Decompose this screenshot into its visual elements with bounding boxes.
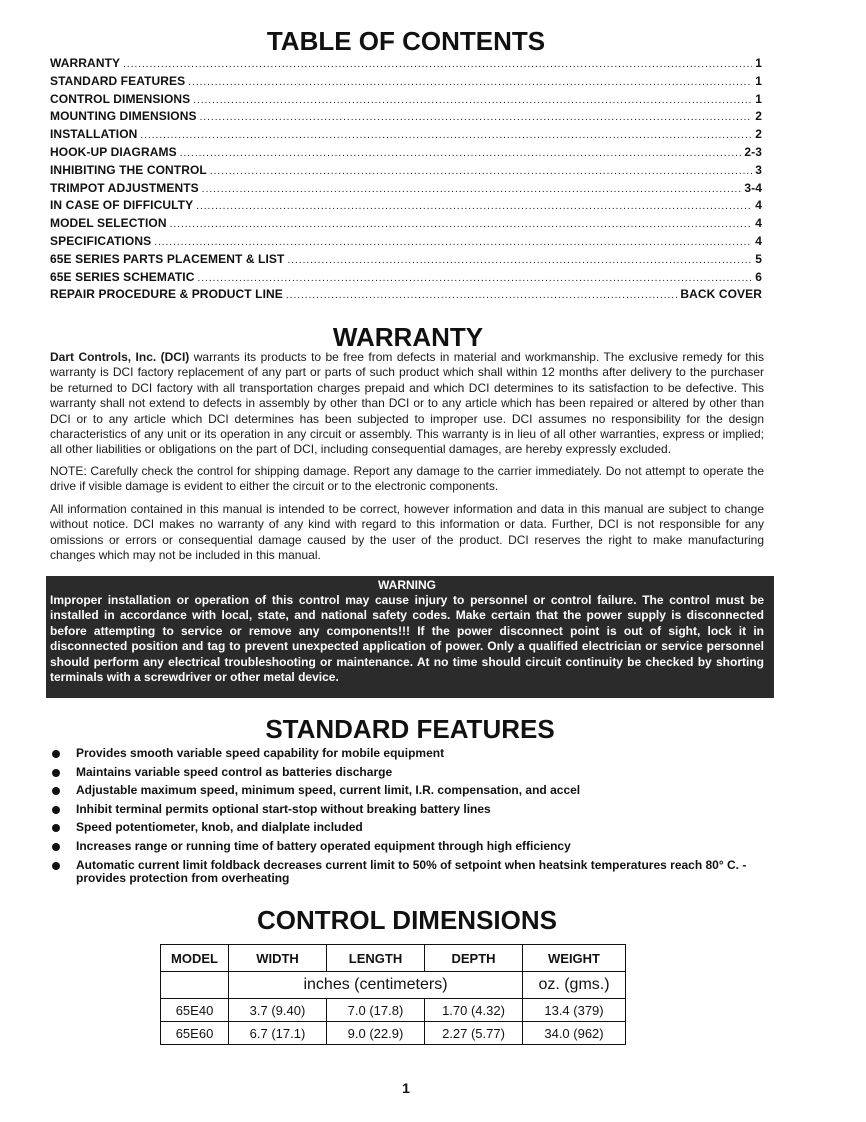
toc-entry-label: IN CASE OF DIFFICULTY — [50, 198, 194, 213]
toc-entry — [50, 127, 762, 145]
toc-entry-page: 4 — [755, 198, 762, 213]
feature-text: Speed potentiometer, knob, and dialplate included — [76, 820, 363, 835]
toc-dot-leader — [140, 130, 752, 141]
cell-model: 65E60 — [161, 1022, 229, 1045]
toc-entry — [50, 145, 762, 163]
feature-text: Inhibit terminal permits optional start-stop without breaking battery lines — [76, 801, 491, 816]
table-row — [161, 999, 626, 1022]
toc-entry — [50, 234, 762, 252]
feature-item — [50, 803, 762, 817]
toc-entry-label: INSTALLATION — [50, 127, 138, 142]
toc-entry — [50, 252, 762, 270]
toc-entry — [50, 56, 762, 74]
column-header-weight: WEIGHT — [523, 945, 626, 972]
bullet-icon — [52, 806, 60, 814]
toc-entry — [50, 92, 762, 110]
toc-dot-leader — [123, 59, 752, 70]
toc-entry-label: INHIBITING THE CONTROL — [50, 162, 207, 177]
toc-entry — [50, 198, 762, 216]
feature-item — [50, 784, 762, 798]
toc-entry-label: 65E SERIES SCHEMATIC — [50, 269, 195, 284]
feature-item — [50, 840, 762, 854]
toc-entry-page: 2 — [755, 109, 762, 124]
cell-length: 9.0 (22.9) — [327, 1022, 425, 1045]
cell-length: 7.0 (17.8) — [327, 999, 425, 1022]
cell-weight: 34.0 (962) — [523, 1022, 626, 1045]
warning-text: Improper installation or operation of this control may cause injury to personnel or control failure. The control must be installed in accordance with local, state, and national safety codes. Make certain that the power supply is disconnected before attempting to service or remove any components!!! If the power disconnect point is out of sight, lock it in disconnected position and tag to prevent unexpected application of power. Only a qualified electrician or service personnel should perform any electrical troubleshooting or maintenance. At no time should circuit continuity be checked by shorting terminals with a screwdriver or other metal device. — [50, 593, 764, 685]
toc-entry-page: BACK COVER — [680, 287, 762, 302]
feature-text: Adjustable maximum speed, minimum speed, current limit, I.R. compensation, and accel — [76, 783, 581, 798]
bullet-icon — [52, 862, 60, 870]
toc-dot-leader — [188, 77, 752, 88]
toc-entry-label: STANDARD FEATURES — [50, 73, 186, 88]
disclaimer-paragraph: All information contained in this manual is intended to be correct, however information and data in this manual are subject to change without notice. DCI makes no warranty of any kind with regard to this information or data. Further, DCI is not responsible for any omissions or errors or consequential damage caused by the user of the product. DCI reserves the right to make manufacturing changes which may not be included in this manual. — [50, 502, 764, 563]
toc-entry — [50, 181, 762, 199]
toc-dot-leader — [202, 184, 742, 195]
toc-dot-leader — [180, 148, 742, 159]
toc-entry-page: 2-3 — [744, 144, 762, 159]
warranty-title: WARRANTY — [332, 322, 484, 352]
warranty-paragraph — [50, 350, 764, 458]
toc-entry — [50, 163, 762, 181]
column-header-depth: DEPTH — [425, 945, 523, 972]
toc-dot-leader — [170, 219, 753, 230]
features-title: STANDARD FEATURES — [265, 714, 555, 744]
toc-entry-page: 2 — [755, 127, 762, 142]
feature-text: Increases range or running time of battery operated equipment through high efficiency — [76, 838, 571, 853]
toc-dot-leader — [154, 237, 752, 248]
toc-entry-label: 65E SERIES PARTS PLACEMENT & LIST — [50, 251, 285, 266]
toc-dot-leader — [197, 273, 752, 284]
column-header-model: MODEL — [161, 945, 229, 972]
toc-entry-page: 1 — [755, 56, 762, 70]
feature-text: Maintains variable speed control as batteries discharge — [76, 764, 393, 779]
table-header-row — [161, 945, 626, 972]
column-header-width: WIDTH — [229, 945, 327, 972]
toc-entry — [50, 216, 762, 234]
toc-entry-page: 4 — [755, 233, 762, 248]
toc-entry-label: SPECIFICATIONS — [50, 233, 152, 248]
feature-text: Automatic current limit foldback decreases current limit to 50% of setpoint when heatsink temperatures reach 80° C. - provides protection from overheating — [76, 857, 747, 886]
toc-entry-page: 3-4 — [744, 180, 762, 195]
page-number: 1 — [402, 1080, 410, 1096]
toc-entry-page: 3 — [755, 162, 762, 177]
units-blank-cell — [161, 972, 229, 999]
company-name: Dart Controls, Inc. (DCI) — [50, 350, 190, 364]
dimensions-table — [160, 944, 626, 1045]
warranty-text: warrants its products to be free from defects in material and workmanship. The exclusive remedy for this warranty is DCI factory replacement of any part or parts of such product which shall within 12 months after delivery to the purchaser be returned to DCI factory with all transportation charges prepaid and which DCI determines to its satisfaction to be defective. This warranty shall not extend to defects in assembly by other than DCI or to any article which has been repaired or altered by other than DCI or to any article which DCI determines has been subjected to improper use. DCI assumes no responsibility for the design characteristics of any unit or its operation in any circuit or assembly. This warranty is in lieu of all other warranties, express or implied; all other liabilities or obligations on the part of DCI, including consequential damages, are hereby expressly excluded. — [50, 350, 764, 457]
toc-dot-leader — [286, 290, 677, 301]
toc-entry-label: HOOK-UP DIAGRAMS — [50, 144, 177, 159]
toc-entry-page: 1 — [755, 73, 762, 88]
toc-entry-label: MODEL SELECTION — [50, 216, 167, 231]
toc-entry — [50, 74, 762, 92]
features-list — [50, 747, 762, 891]
feature-item — [50, 766, 762, 780]
bullet-icon — [52, 750, 60, 758]
warning-heading: WARNING — [378, 578, 436, 592]
cell-model: 65E40 — [161, 999, 229, 1022]
toc-entry — [50, 287, 762, 305]
cell-width: 3.7 (9.40) — [229, 999, 327, 1022]
table-of-contents — [50, 56, 762, 305]
toc-dot-leader — [193, 95, 752, 106]
bullet-icon — [52, 843, 60, 851]
toc-dot-leader — [200, 112, 753, 123]
feature-item — [50, 859, 762, 886]
length-units: inches (centimeters) — [229, 972, 523, 999]
feature-text: Provides smooth variable speed capability for mobile equipment — [76, 746, 445, 760]
warning-box — [46, 576, 774, 698]
cell-weight: 13.4 (379) — [523, 999, 626, 1022]
toc-dot-leader — [287, 255, 752, 266]
table-row — [161, 1022, 626, 1045]
weight-units: oz. (gms.) — [523, 972, 626, 999]
toc-dot-leader — [196, 201, 752, 212]
bullet-icon — [52, 787, 60, 795]
toc-entry-page: 5 — [755, 251, 762, 266]
toc-title: TABLE OF CONTENTS — [266, 26, 546, 56]
cell-depth: 2.27 (5.77) — [425, 1022, 523, 1045]
dimensions-title: CONTROL DIMENSIONS — [257, 905, 557, 935]
toc-entry — [50, 270, 762, 288]
shipping-note: NOTE: Carefully check the control for shipping damage. Report any damage to the carrier immediately. Do not attempt to operate the drive if visible damage is evident to either the circuit or to the electronic components. — [50, 464, 764, 494]
feature-item — [50, 821, 762, 835]
units-row — [161, 972, 626, 999]
toc-entry-label: CONTROL DIMENSIONS — [50, 91, 191, 106]
cell-width: 6.7 (17.1) — [229, 1022, 327, 1045]
cell-depth: 1.70 (4.32) — [425, 999, 523, 1022]
toc-entry-page: 4 — [755, 216, 762, 231]
toc-entry-label: WARRANTY — [50, 56, 121, 70]
toc-entry-page: 1 — [755, 91, 762, 106]
toc-entry-label: TRIMPOT ADJUSTMENTS — [50, 180, 199, 195]
bullet-icon — [52, 769, 60, 777]
feature-item — [50, 747, 762, 761]
toc-entry-page: 6 — [755, 269, 762, 284]
toc-dot-leader — [210, 166, 752, 177]
toc-entry — [50, 109, 762, 127]
column-header-length: LENGTH — [327, 945, 425, 972]
toc-entry-label: REPAIR PROCEDURE & PRODUCT LINE — [50, 287, 283, 302]
toc-entry-label: MOUNTING DIMENSIONS — [50, 109, 197, 124]
bullet-icon — [52, 824, 60, 832]
